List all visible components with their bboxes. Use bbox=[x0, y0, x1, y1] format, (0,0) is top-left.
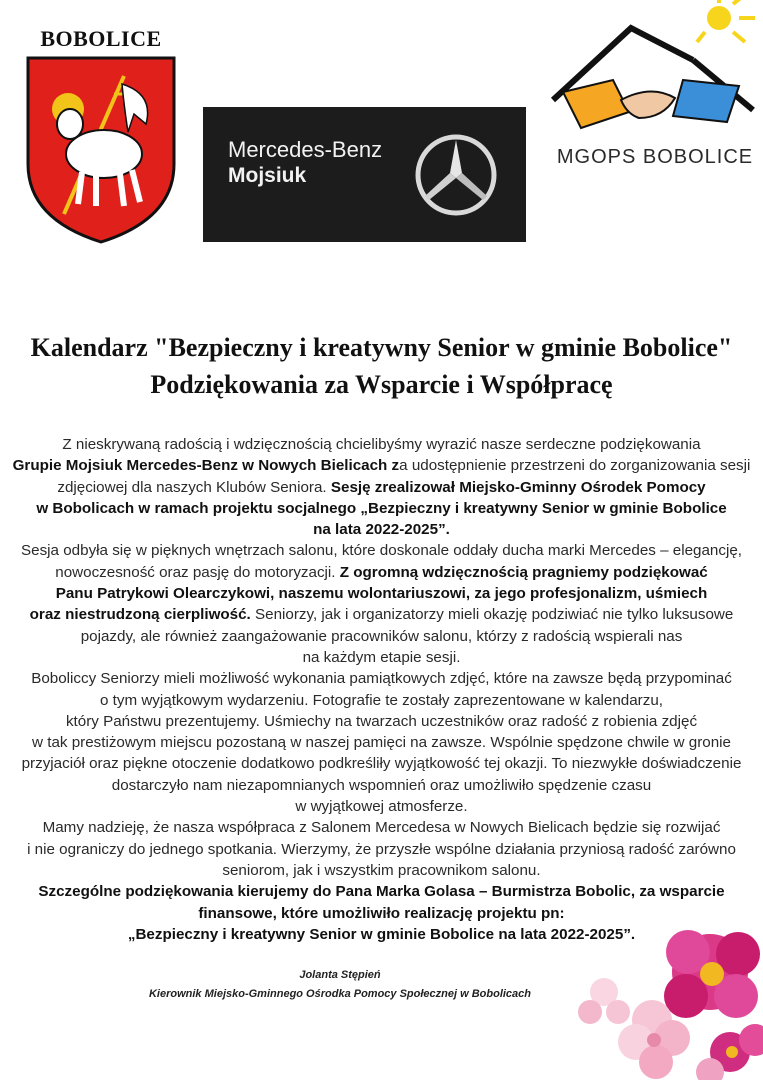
mgops-bobolice-logo bbox=[543, 0, 763, 180]
body-line: Mamy nadzieję, że nasza współpraca z Salonem Mercedesa w Nowych Bielicach będzie się rozwijać bbox=[42, 819, 721, 837]
body-bold: Grupie Mojsiuk Mercedes-Benz w Nowych Bielicach z bbox=[12, 457, 400, 475]
body-bold: finansowe, które umożliwiło realizację projektu pn: bbox=[198, 904, 565, 922]
body-bold: Szczególne podziękowania kierujemy do Pana Marka Golasa – Burmistrza Bobolic, za wsparcie bbox=[38, 883, 725, 901]
body-line bbox=[6, 583, 757, 604]
body-line: seniorom, jak i wszystkim pracownikom salonu. bbox=[222, 861, 541, 879]
body-line: o tym wyjątkowym wydarzeniu. Fotografie te zostały zaprezentowane w kalendarzu, bbox=[99, 691, 664, 709]
title-line-2: Podziękowania za Wsparcie i Współpracę bbox=[150, 370, 613, 399]
letter-body bbox=[6, 434, 757, 945]
bobolice-coat-of-arms bbox=[22, 26, 180, 246]
body-bold: „Bezpieczny i kreatywny Senior w gminie Bobolice na lata 2022-2025”. bbox=[127, 925, 636, 943]
body-bold: oraz niestrudzoną cierpliwość. bbox=[29, 606, 251, 624]
body-bold: na lata 2022-2025”. bbox=[313, 521, 450, 539]
body-bold: Panu Patrykowi Olearczykowi, naszemu wolontariuszowi, za jego profesjonalizm, uśmiech bbox=[55, 585, 708, 603]
signature-block bbox=[60, 966, 620, 1004]
body-text: nowoczesność oraz pasję do motoryzacji. bbox=[55, 563, 340, 581]
mercedes-benz-mojsiuk-logo bbox=[203, 107, 526, 242]
mercedes-star-icon bbox=[413, 132, 499, 218]
body-line: dostarczyło nam niezapomnianych wspomnień oraz umożliwiło spędzenie czasu bbox=[111, 776, 652, 794]
signature-role: Kierownik Miejsko-Gminnego Ośrodka Pomocy Społecznej w Bobolicach bbox=[148, 988, 532, 1000]
mercedes-dealer: Mojsiuk bbox=[228, 164, 307, 187]
body-line: Z nieskrywaną radością i wdzięcznością chcielibyśmy wyrazić nasze serdeczne podziękowania bbox=[62, 436, 701, 453]
body-bold: Z ogromną wdzięcznością pragniemy podziękować bbox=[339, 563, 708, 581]
body-line bbox=[6, 881, 757, 902]
body-text: a udostępnienie przestrzeni do zorganizowania sesji bbox=[399, 457, 751, 475]
bobolice-title: BOBOLICE bbox=[40, 26, 162, 51]
signature-name: Jolanta Stępień bbox=[299, 969, 381, 981]
body-line bbox=[6, 562, 757, 583]
body-line: Boboliccy Seniorzy mieli możliwość wykonania pamiątkowych zdjęć, które na zawsze będą przypominać bbox=[31, 670, 732, 688]
body-line: który Państwu prezentujemy. Uśmiechy na twarzach uczestników oraz radość z robienia zdjęć bbox=[65, 712, 698, 730]
body-line: w wyjątkowej atmosferze. bbox=[295, 798, 468, 816]
body-line: w tak prestiżowym miejscu pozostaną w naszej pamięci na zawsze. Wspólnie spędzone chwile w gronie bbox=[32, 734, 731, 752]
house-handshake-icon bbox=[543, 0, 763, 145]
flowers-decoration-icon bbox=[560, 912, 763, 1080]
mercedes-brand: Mercedes-Benz bbox=[228, 137, 383, 162]
body-line: przyjaciół oraz piękne otoczenie dodatkowo podkreśliły wyjątkowość tej okazji. To niezwykłe doświadczenie bbox=[21, 755, 742, 773]
body-bold: Sesję zrealizował Miejsko-Gminny Ośrodek Pomocy bbox=[330, 478, 706, 496]
body-line bbox=[6, 498, 757, 519]
body-line bbox=[6, 455, 757, 476]
mgops-label: MGOPS BOBOLICE bbox=[556, 146, 754, 168]
body-line: Sesja odbyła się w pięknych wnętrzach salonu, które doskonale oddały ducha marki Mercedes – elegancję, bbox=[21, 542, 742, 560]
body-line: na każdym etapie sesji. bbox=[302, 648, 461, 666]
title-line-1: Kalendarz "Bezpieczny i kreatywny Senior w gminie Bobolice" bbox=[30, 333, 733, 362]
body-line bbox=[6, 519, 757, 540]
body-line: pojazdy, ale również zaangażowanie pracowników salonu, którzy z radością wspierali nas bbox=[80, 627, 683, 645]
body-line: i nie ograniczy do jednego spotkania. Wierzymy, że przyszłe wspólne działania przyniosą radość zarówno bbox=[27, 840, 736, 858]
body-line bbox=[6, 477, 757, 498]
body-text: zdjęciowej dla naszych Klubów Seniora. bbox=[57, 478, 331, 496]
body-line bbox=[6, 604, 757, 625]
body-bold: w Bobolicach w ramach projektu socjalnego „Bezpieczny i kreatywny Senior w gminie Bobolice bbox=[36, 499, 727, 517]
lamb-crest-icon bbox=[24, 54, 178, 244]
body-text: Seniorzy, jak i organizatorzy mieli okazję podziwiać nie tylko luksusowe bbox=[250, 606, 734, 624]
